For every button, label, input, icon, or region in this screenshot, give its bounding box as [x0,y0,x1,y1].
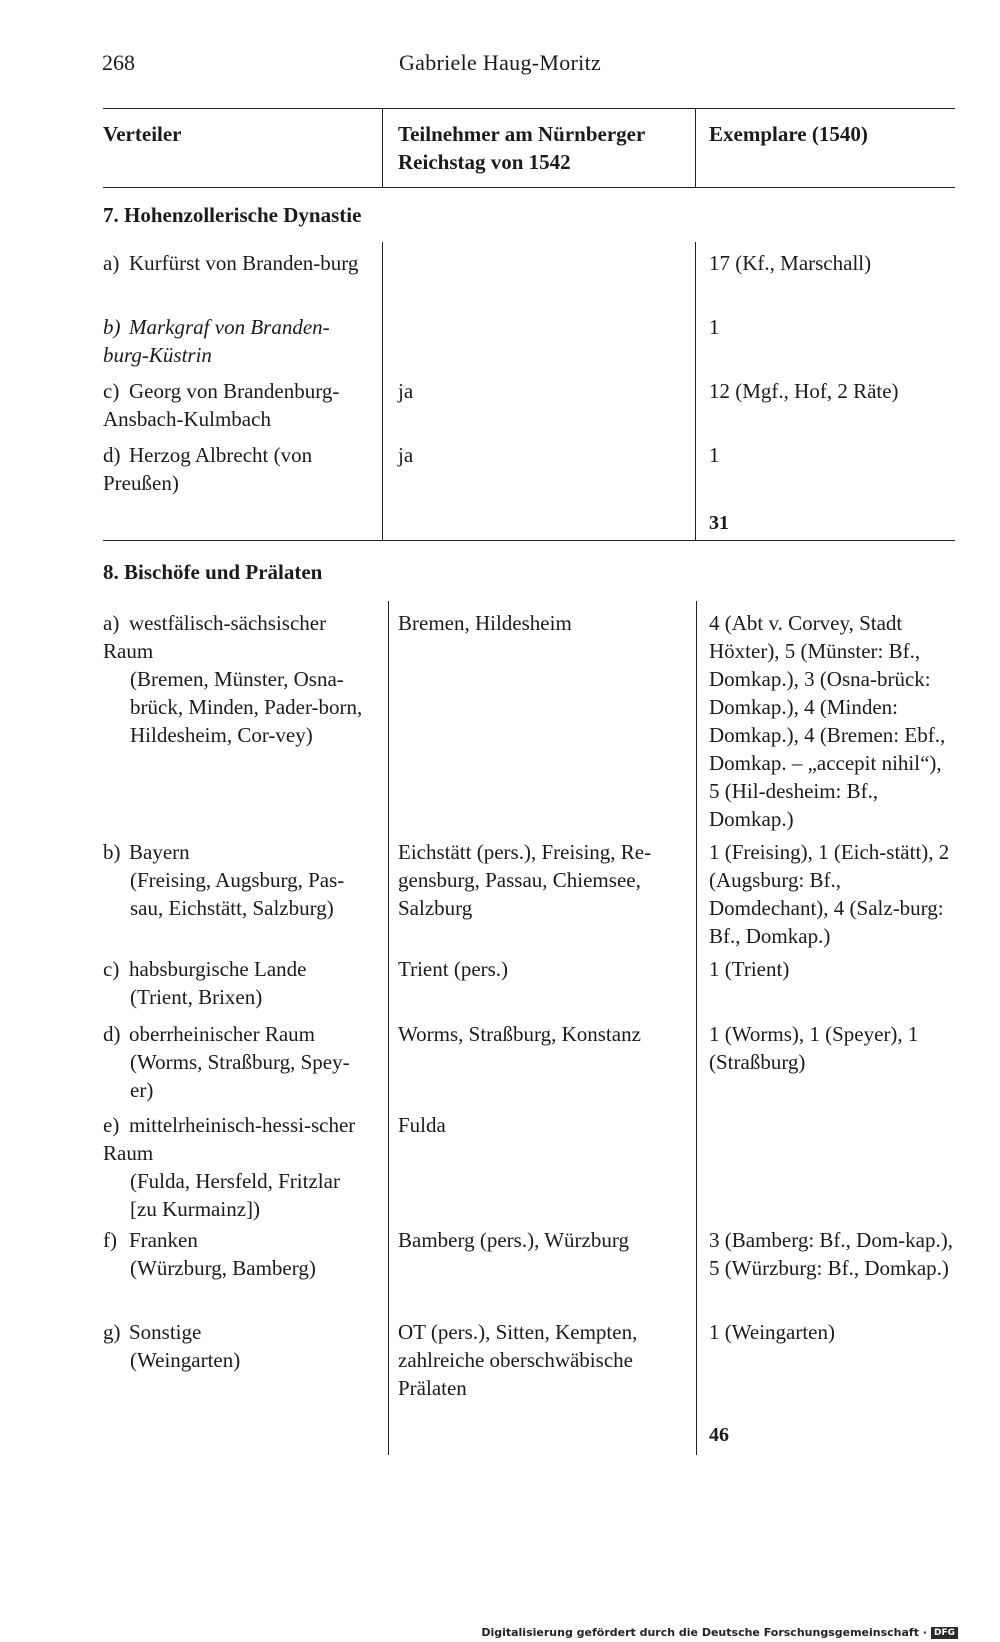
col-divider-2 [695,108,696,188]
table-cell-participant: Trient (pers.) [398,957,509,981]
col-divider-2-s8 [696,601,697,1455]
section-total-7: 31 [709,512,729,534]
table-row: c) habsburgische Lande (Trient, Brixen) [103,957,307,1009]
table-cell-participant: Eichstätt (pers.), Freising, Re-gensburg, Passau, Chiemsee, Salzburg [398,840,652,920]
table-cell-copies: 1 [709,315,720,339]
table-cell-copies: 3 (Bamberg: Bf., Dom-kap.), 5 (Würzburg: Bf., Domkap.) [709,1228,953,1280]
running-head: Gabriele Haug-Moritz [398,50,602,75]
table-cell-participant: Worms, Straßburg, Konstanz [398,1022,641,1046]
table-row: g) Sonstige (Weingarten) [103,1320,241,1372]
col-divider-1-s7 [382,242,383,541]
section-total-8: 46 [709,1424,729,1446]
header-teilnehmer: Teilnehmer am Nürnberger Reichstag von 1542 [398,122,645,174]
table-cell-copies: 1 [709,443,720,467]
table-top-rule [103,108,955,109]
header-verteiler: Verteiler [103,122,182,146]
col-divider-1-s8 [388,601,389,1455]
table-cell-participant: Bremen, Hildesheim [398,611,572,635]
table-row: b) Bayern (Freising, Augsburg, Pas-sau, Eichstätt, Salzburg) [103,840,345,920]
table-cell-participant: Bamberg (pers.), Würzburg [398,1228,629,1252]
table-row: b) Markgraf von Branden-burg-Küstrin [103,315,330,367]
table-row: a) westfälisch-sächsischer Raum (Bremen, Münster, Osna-brück, Minden, Pader-born, Hildesheim, Cor-vey) [103,611,363,747]
table-cell-copies: 12 (Mgf., Hof, 2 Räte) [709,379,899,403]
table-row: e) mittelrheinisch-hessi-scher Raum (Fulda, Hersfeld, Fritzlar [zu Kurmainz]) [103,1113,356,1221]
table-row: a) Kurfürst von Branden-burg [103,251,359,275]
header-exemplare: Exemplare (1540) [709,122,868,146]
table-cell-participant: ja [398,379,414,403]
table-row: d) Herzog Albrecht (von Preußen) [103,443,313,495]
col-divider-2-s7 [695,242,696,541]
table-cell-copies: 1 (Trient) [709,957,790,981]
table-cell-copies: 17 (Kf., Marschall) [709,251,872,275]
table-cell-participant: Fulda [398,1113,446,1137]
section7-end-rule [103,540,955,541]
table-row: d) oberrheinischer Raum (Worms, Straßburg, Spey-er) [103,1022,350,1102]
table-cell-participant: OT (pers.), Sitten, Kempten, zahlreiche oberschwäbische Prälaten [398,1320,638,1400]
table-cell-copies: 1 (Weingarten) [709,1320,835,1344]
table-row: f) Franken (Würzburg, Bamberg) [103,1228,316,1280]
table-cell-copies: 1 (Freising), 1 (Eich-stätt), 2 (Augsburg: Bf., Domdechant), 4 (Salz-burg: Bf., Domkap.) [709,840,950,948]
section-title-7: 7. Hohenzollerische Dynastie [103,203,362,227]
table-cell-copies: 1 (Worms), 1 (Speyer), 1 (Straßburg) [709,1022,919,1074]
section-title-8: 8. Bischöfe und Prälaten [103,560,323,584]
page-number: 268 [102,50,135,75]
header-bottom-rule [103,187,955,188]
table-cell-participant: ja [398,443,414,467]
table-row: c) Georg von Brandenburg-Ansbach-Kulmbach [103,379,340,431]
dfg-logo: DFG [931,1627,958,1639]
footer-credit: Digitalisierung gefördert durch die Deutsche Forschungsgemeinschaft · DFG [481,1626,958,1639]
table-cell-copies: 4 (Abt v. Corvey, Stadt Höxter), 5 (Münster: Bf., Domkap.), 3 (Osna-brück: Domkap.), 4 (Minden: Domkap.), 4 (Bremen: Ebf., Domkap. – „accepit nihil“), 5 (Hil-desheim: Bf., Domkap.) [709,611,946,831]
col-divider-1 [382,108,383,188]
